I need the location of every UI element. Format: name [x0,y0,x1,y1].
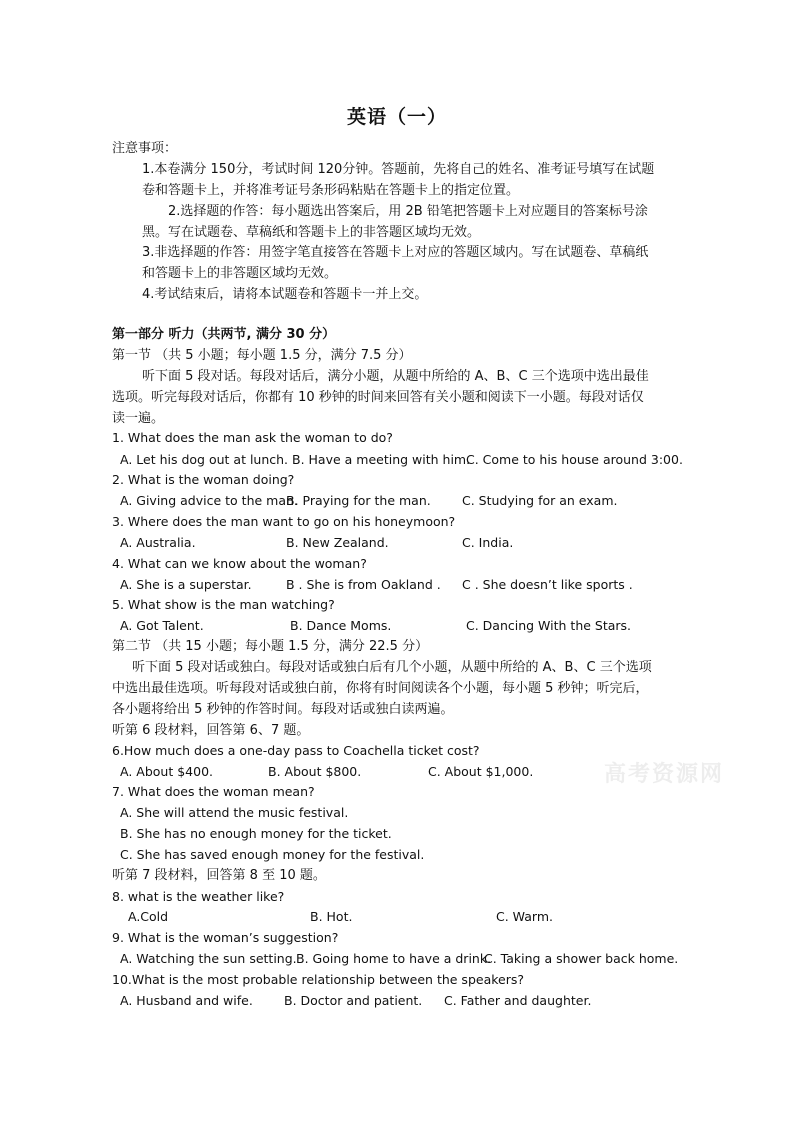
option-c: C. Dancing With the Stars. [466,618,632,633]
option-a: A. Let his dog out at lunch. [120,452,289,467]
notes-heading: 注意事项： [112,141,178,156]
option-c: C. Studying for an exam. [462,493,618,508]
notes-item-1-line-1: 1.本卷满分 150分，考试时间 120分钟。答题前，先将自己的姓名、准考证号填写在试题 [142,162,655,177]
question-stem: 2. What is the woman doing? [112,472,295,487]
section1-instruction-line-3: 读一遍。 [112,411,165,426]
question-stem: 5. What show is the man watching? [112,597,335,612]
material-6-heading: 听第 6 段材料，回答第 6、7 题。 [112,723,310,738]
option-c: C. India. [462,535,514,550]
section1-instruction-line-1: 听下面 5 段对话。每段对话后，满分小题，从题中所给的 A、B、C 三个选项中选出最佳 [142,369,649,384]
question-stem: 7. What does the woman mean? [112,784,315,799]
question-stem: 1. What does the man ask the woman to do? [112,430,393,445]
option-b: B. Dance Moms. [290,618,392,633]
notes-item-2-line-2: 黑。写在试题卷、草稿纸和答题卡上的非答题区域均无效。 [142,225,481,240]
option-b: B. Have a meeting with him. [292,452,471,467]
notes-item-1-line-2: 卷和答题卡上，并将准考证号条形码粘贴在答题卡上的指定位置。 [142,183,520,198]
section2-instruction-line-1: 听下面 5 段对话或独白。每段对话或独白后有几个小题，从题中所给的 A、B、C 三个选项 [132,660,652,675]
question-stem: 9. What is the woman’s suggestion? [112,930,339,945]
option-c: C. Father and daughter. [444,993,592,1008]
question-stem: 3. Where does the man want to go on his honeymoon? [112,514,456,529]
option-a: A. Giving advice to the man. [120,493,298,508]
notes-item-3-line-1: 3.非选择题的作答：用签字笔直接答在答题卡上对应的答题区域内。写在试题卷、草稿纸 [142,245,649,260]
question-stem: 8. what is the weather like? [112,889,285,904]
option-a: A. Australia. [120,535,196,550]
section1-heading: 第一节 （共 5 小题；每小题 1.5 分，满分 7.5 分） [112,348,412,363]
option-b: B. Hot. [310,909,353,924]
option-a: A.Cold [128,909,169,924]
page-title: 英语（一） [347,106,448,128]
option-a: A. About $400. [120,764,213,779]
option-b: B. Going home to have a drink. [296,951,492,966]
option-c: C. Taking a shower back home. [484,951,679,966]
option-a: A. She is a superstar. [120,577,252,592]
material-7-heading: 听第 7 段材料，回答第 8 至 10 题。 [112,868,326,883]
section1-instruction-line-2: 选项。听完每段对话后，你都有 10 秒钟的时间来回答有关小题和阅读下一小题。每段对话仅 [112,390,644,405]
watermark: 高考资源网 [604,762,725,787]
option-b: B. Doctor and patient. [284,993,423,1008]
option-c: C. Warm. [496,909,553,924]
option-c: C . She doesn’t like sports . [462,577,633,592]
section2-instruction-line-3: 各小题将给出 5 秒钟的作答时间。每段对话或独白读两遍。 [112,702,454,717]
notes-item-2-line-1: 2.选择题的作答：每小题选出答案后，用 2B 铅笔把答题卡上对应题目的答案标号涂 [168,204,648,219]
option-c: C. About $1,000. [428,764,534,779]
option-a: A. She will attend the music festival. [120,805,349,820]
option-c: C. She has saved enough money for the festival. [120,847,425,862]
section2-instruction-line-2: 中选出最佳选项。听每段对话或独白前，你将有时间阅读各个小题，每小题 5 秒钟；听完后， [112,681,649,696]
option-b: B. New Zealand. [286,535,389,550]
section2-heading: 第二节 （共 15 小题；每小题 1.5 分，满分 22.5 分） [112,639,429,654]
notes-item-3-line-2: 和答题卡上的非答题区域均无效。 [142,266,338,281]
question-stem: 4. What can we know about the woman? [112,556,367,571]
option-a: A. Got Talent. [120,618,204,633]
question-stem: 6.How much does a one-day pass to Coachella ticket cost? [112,743,480,758]
notes-item-4: 4.考试结束后，请将本试题卷和答题卡一并上交。 [142,287,428,302]
option-a: A. Husband and wife. [120,993,253,1008]
option-b: B. She has no enough money for the ticket. [120,826,392,841]
option-a: A. Watching the sun setting. [120,951,297,966]
option-b: B . She is from Oakland . [286,577,441,592]
option-b: B. About $800. [268,764,362,779]
option-c: C. Come to his house around 3:00. [466,452,683,467]
part1-heading: 第一部分 听力（共两节, 满分 30 分） [112,327,336,342]
option-b: B. Praying for the man. [286,493,431,508]
question-stem: 10.What is the most probable relationship between the speakers? [112,972,524,987]
